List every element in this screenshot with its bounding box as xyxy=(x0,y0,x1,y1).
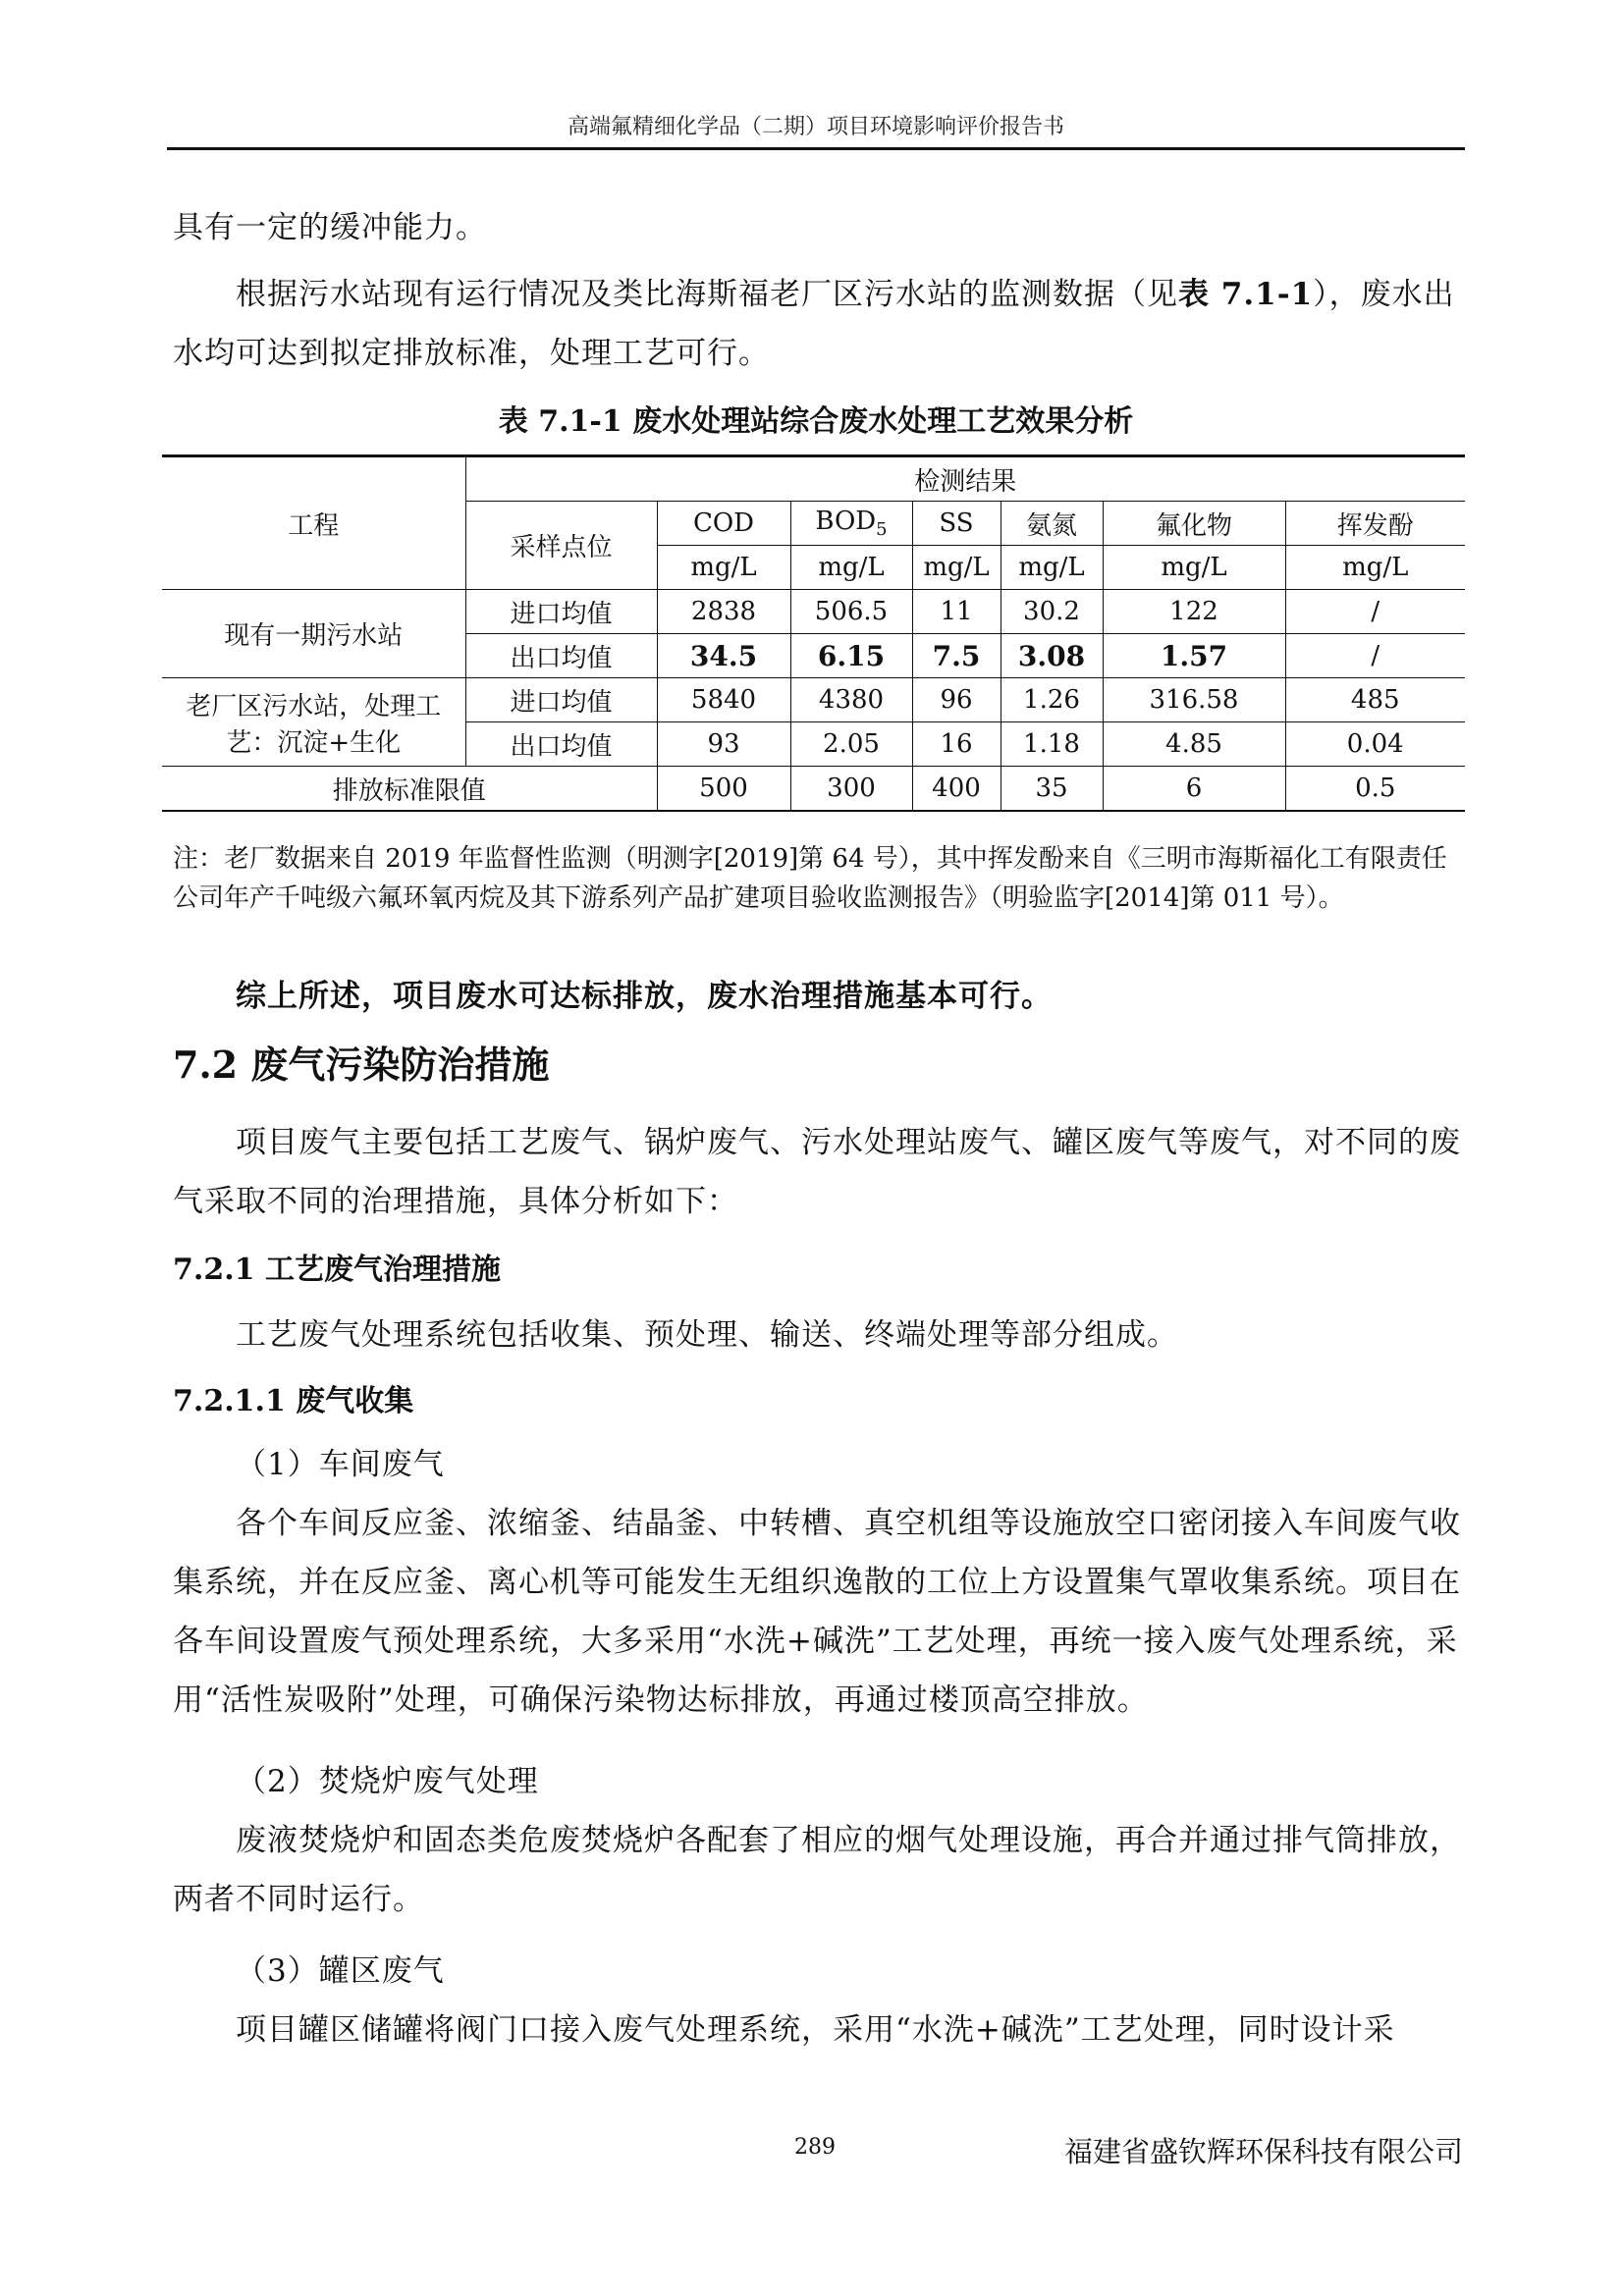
value-cell: 0.04 xyxy=(1285,722,1465,767)
value-cell: 6 xyxy=(1103,767,1285,812)
section-heading-7-2: 7.2 废气污染防治措施 xyxy=(173,1042,550,1087)
unit-cell: mg/L xyxy=(1285,546,1465,590)
value-cell: 2838 xyxy=(657,590,790,634)
unit-cell: mg/L xyxy=(1001,546,1103,590)
param-cod: COD xyxy=(657,502,790,546)
sample-point: 进口均值 xyxy=(465,678,657,722)
sample-point: 出口均值 xyxy=(465,722,657,767)
unit-cell: mg/L xyxy=(657,546,790,590)
value-cell: 1.18 xyxy=(1001,722,1103,767)
table-row-limit xyxy=(162,767,1465,812)
param-ammonia: 氨氮 xyxy=(1001,502,1103,546)
section-heading-7-2-1-1: 7.2.1.1 废气收集 xyxy=(173,1384,414,1418)
value-cell: 11 xyxy=(912,590,1001,634)
value-cell: / xyxy=(1285,634,1465,678)
param-bod5 xyxy=(790,502,912,546)
paragraph-tank-gas: 项目罐区储罐将阀门口接入废气处理系统，采用“水洗+碱洗”工艺处理，同时设计采 xyxy=(236,2012,1395,2048)
param-ss: SS xyxy=(912,502,1001,546)
group-name-line: 老厂区污水站，处理工 xyxy=(186,691,442,721)
value-cell: 35 xyxy=(1001,767,1103,812)
value-cell: 485 xyxy=(1285,678,1465,722)
value-cell: 4.85 xyxy=(1103,722,1285,767)
group-existing-station: 现有一期污水站 xyxy=(162,590,465,678)
results-header: 检测结果 xyxy=(465,456,1465,502)
param-phenol: 挥发酚 xyxy=(1285,502,1465,546)
footer-company: 福建省盛钦辉环保科技有限公司 xyxy=(1063,2135,1463,2168)
sample-point: 进口均值 xyxy=(465,590,657,634)
paragraph-workshop-gas: 各个车间反应釜、浓缩釜、结晶釜、中转槽、真空机组等设施放空口密闭接入车间废气收集系统，并在反应釜、离心机等可能发生无组织逸散的工位上方设置集气罩收集系统。项目在各车间设置废气预处理系统，大多采用“水洗+碱洗”工艺处理，再统一接入废气处理系统，采用“活性炭吸附”处理，可确保污染物达标排放，再通过楼顶高空排放。 xyxy=(173,1506,1461,1718)
value-cell: 506.5 xyxy=(790,590,912,634)
value-cell: 96 xyxy=(912,678,1001,722)
value-cell: 500 xyxy=(657,767,790,812)
value-cell: 30.2 xyxy=(1001,590,1103,634)
value-cell: 1.57 xyxy=(1103,634,1285,678)
value-cell: 6.15 xyxy=(790,634,912,678)
sample-point-header: 采样点位 xyxy=(465,502,657,590)
group-old-plant-station xyxy=(162,678,465,767)
project-header: 工程 xyxy=(162,456,465,590)
value-cell: 2.05 xyxy=(790,722,912,767)
unit-cell: mg/L xyxy=(790,546,912,590)
page-header: 高端氟精细化学品（二期）项目环境影响评价报告书 xyxy=(567,115,1064,139)
param-bod-subscript: 5 xyxy=(876,519,888,541)
value-cell: 16 xyxy=(912,722,1001,767)
page-number: 289 xyxy=(794,2135,836,2160)
table-reference: 表 7.1-1 xyxy=(1178,277,1314,312)
section-heading-7-2-1: 7.2.1 工艺废气治理措施 xyxy=(173,1253,501,1287)
item-workshop-gas: （1）车间废气 xyxy=(236,1447,445,1482)
paragraph-text: 根据污水站现有运行情况及类比海斯福老厂区污水站的监测数据（见 xyxy=(236,277,1178,312)
header-rule xyxy=(167,147,1465,150)
value-cell: / xyxy=(1285,590,1465,634)
sample-point: 出口均值 xyxy=(465,634,657,678)
paragraph-intro: 项目废气主要包括工艺废气、锅炉废气、污水处理站废气、罐区废气等废气，对不同的废气采取不同的治理措施，具体分析如下： xyxy=(173,1125,1461,1219)
value-cell: 1.26 xyxy=(1001,678,1103,722)
table-row xyxy=(162,678,1465,722)
value-cell: 4380 xyxy=(790,678,912,722)
paragraph-continuation: 具有一定的缓冲能力。 xyxy=(173,210,487,245)
paragraph-7-2-1: 工艺废气处理系统包括收集、预处理、输送、终端处理等部分组成。 xyxy=(236,1317,1178,1353)
table-row xyxy=(162,590,1465,634)
value-cell: 300 xyxy=(790,767,912,812)
item-incinerator-gas: （2）焚烧炉废气处理 xyxy=(236,1764,539,1799)
param-fluoride: 氟化物 xyxy=(1103,502,1285,546)
treatment-effect-table xyxy=(162,454,1465,812)
value-cell: 5840 xyxy=(657,678,790,722)
value-cell: 34.5 xyxy=(657,634,790,678)
value-cell: 0.5 xyxy=(1285,767,1465,812)
paragraph-text: ），废水出水均可达到拟定排放标准，处理工艺可行。 xyxy=(173,277,1455,371)
value-cell: 316.58 xyxy=(1103,678,1285,722)
unit-cell: mg/L xyxy=(1103,546,1285,590)
table-note: 注：老厂数据来自 2019 年监督性监测（明测字[2019]第 64 号），其中挥发酚来自《三明市海斯福化工有限责任公司年产千吨级六氟环氧丙烷及其下游系列产品扩建项目验收监测报告》（明验监字[2014]第 011 号）。 xyxy=(173,844,1447,913)
paragraph-monitoring xyxy=(173,265,1465,383)
paragraph-incinerator-gas: 废液焚烧炉和固态类危废焚烧炉各配套了相应的烟气处理设施，再合并通过排气筒排放，两者不同时运行。 xyxy=(173,1823,1461,1917)
item-tank-gas: （3）罐区废气 xyxy=(236,1953,445,1989)
table-caption: 表 7.1-1 废水处理站综合废水处理工艺效果分析 xyxy=(498,404,1134,439)
conclusion: 综上所述，项目废水可达标排放，废水治理措施基本可行。 xyxy=(236,979,1053,1014)
value-cell: 122 xyxy=(1103,590,1285,634)
value-cell: 400 xyxy=(912,767,1001,812)
value-cell: 93 xyxy=(657,722,790,767)
group-name-line: 艺：沉淀+生化 xyxy=(226,727,402,758)
unit-cell: mg/L xyxy=(912,546,1001,590)
value-cell: 3.08 xyxy=(1001,634,1103,678)
value-cell: 7.5 xyxy=(912,634,1001,678)
limit-label: 排放标准限值 xyxy=(162,767,657,812)
param-bod: BOD xyxy=(815,506,877,536)
